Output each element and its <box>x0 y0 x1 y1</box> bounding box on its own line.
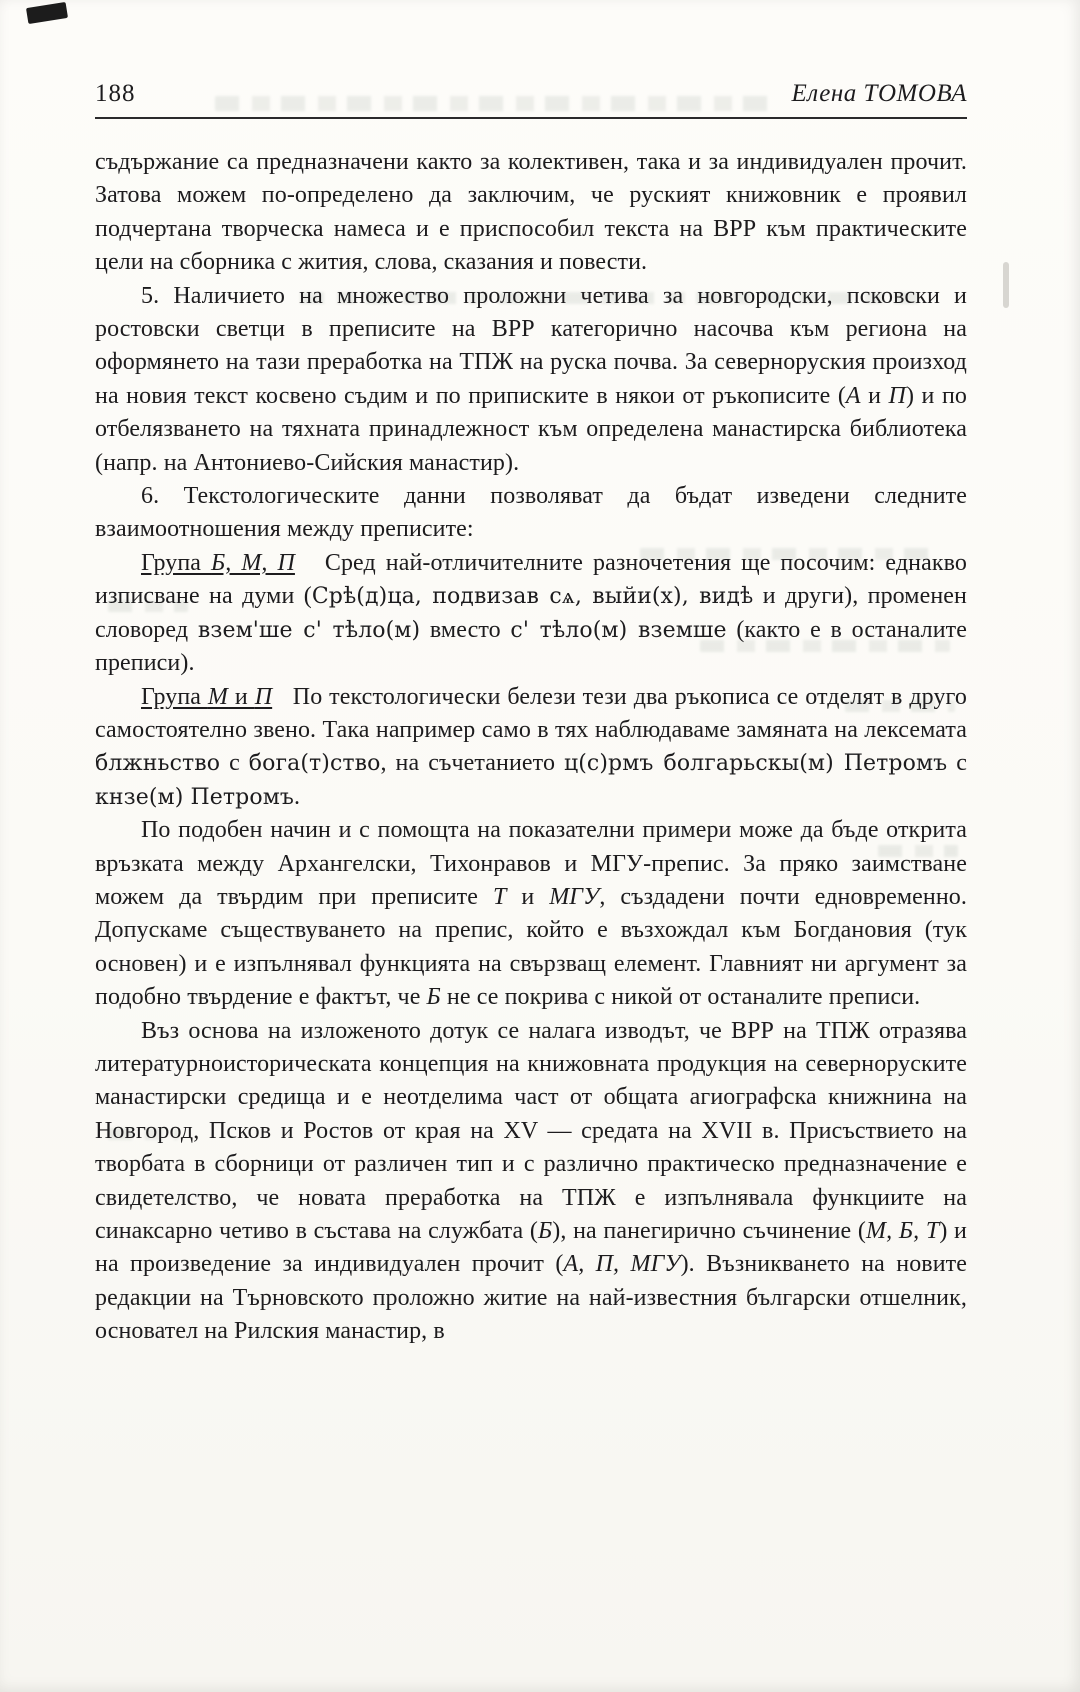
text-run: М, Б, Т <box>866 1218 940 1244</box>
text-run: с <box>947 750 967 777</box>
text-run: вместо <box>420 616 511 643</box>
paragraph <box>95 146 967 280</box>
text-run: 5. Наличието на множество проложни четива за новгородски, псковски и ростовски светци в преписите на ВРР категорично насочва към региона на оформянето на тази преработка на ТПЖ на руска почва. За северноруския произход на новия текст косвено съдим и по приписките в някои от ръкописите ( <box>95 282 967 409</box>
text-run: Б, М, П <box>211 549 295 576</box>
text-run: ), на панегирично съчинение ( <box>552 1218 867 1244</box>
scan-corner-artifact <box>26 2 68 24</box>
text-run: Срѣ(д)ца, подвизав сѧ, выйи(х), видѣ <box>311 584 754 610</box>
text-run: съдържание са предназначени както за колективен, така и за индивидуален прочит. Затова можем по-определено да заключим, че руският книжовник е проявил подчертана творческа намеса и е приспособил текста на ВРР към практическите цели на сборника с жития, слова, сказания и повести. <box>95 149 967 276</box>
text-run: П <box>254 683 273 710</box>
text-run: Т <box>492 883 507 910</box>
text-run: Б <box>426 984 441 1011</box>
text-run: бога(т)ство <box>248 751 381 777</box>
text-run: А <box>845 382 861 409</box>
text-run: кнзе(м) Петромъ <box>95 784 295 810</box>
text-run: блжньство <box>95 751 221 777</box>
text-run: 6. Текстологическите данни позволяват да бъдат изведени следните взаимоотношения между преписите: <box>95 483 967 543</box>
paragraph <box>95 480 967 547</box>
paragraph <box>95 547 967 681</box>
text-run: По подобен начин и с помощта на показателни примери може да бъде открита връзката между Архангелски, Тихонравов и МГУ-препис. За пряко заимстване можем да твърдим при преписите <box>95 817 967 910</box>
text-run: По текстологически белези тези два ръкописа се отделят в друго самостоятелно звено. Така например само в тях наблюдаваме замяната на лексемата <box>95 683 967 743</box>
paragraph <box>95 280 967 480</box>
text-run: Б <box>537 1218 553 1244</box>
text-run: ) и по отбелязването на тяхната принадлежност към определена манастирска библиотека (напр. на Антониево-Сийския манастир). <box>95 382 967 476</box>
page-content <box>95 80 967 1349</box>
text-run: и <box>860 382 889 409</box>
text-run: (както е в останалите преписи). <box>95 616 968 677</box>
text-run: и <box>506 883 550 910</box>
paragraph <box>95 681 967 815</box>
text-run: МГУ <box>549 883 600 910</box>
text-run: П <box>888 382 906 409</box>
text-run: взем'ше с' тѣло(м) <box>197 617 421 643</box>
text-run: , на съчетанието <box>380 750 564 777</box>
paragraph <box>95 814 967 1014</box>
page-header <box>95 80 967 108</box>
text-run: М <box>207 683 229 710</box>
text-run: с <box>220 750 249 777</box>
text-run: ц(с)рмъ болгарьскы(м) Петромъ <box>564 751 948 777</box>
text-run: Група <box>141 549 212 576</box>
text-run: Въз основа на изложеното дотук се налага изводът, че ВРР на ТПЖ отразява литературноисторическата концепция на книжовната продукция на северноруските манастирски средища и е неотделима част от общата агиографска книжнина на Новгород, Псков и Ростов от края на XV — средата на XVII в. Присъствието на творбата в сборници от различен тип и с различно практическо предназначение е свидетелство, че новата преработка на ТПЖ е изпълнявала функциите на синаксарно четиво в състава на службата ( <box>95 1017 967 1244</box>
text-run: Група <box>141 683 208 710</box>
text-run: Сред най-отличителните разночетения ще посочим: еднакво изписване на думи ( <box>95 549 967 610</box>
scan-edge-artifact <box>1003 262 1009 308</box>
text-run: ). Възникването на новите редакции на Търновското проложно житие на най-известния български отшелник, основател на Рилския манастир, в <box>95 1251 968 1345</box>
text-run: А, П, МГУ <box>563 1251 681 1278</box>
header-rule <box>95 117 967 119</box>
paragraph <box>95 1015 967 1349</box>
page-body <box>95 146 967 1349</box>
text-run: ) и на произведение за индивидуален прочит ( <box>95 1218 967 1278</box>
text-run: с' тѣло(м) вземше <box>510 617 727 643</box>
text-run: . <box>294 783 301 810</box>
page-number: 188 <box>95 80 136 107</box>
text-run: и <box>228 683 255 710</box>
text-run: не се покрива с никой от останалите преписи. <box>440 984 921 1011</box>
text-run: , създадени почти едновременно. Допускаме съществуването на препис, който е възхождал към Богдановия (тук основен) и е изпълнявал функцията на свързващ елемент. Главният ни аргумент за подобно твърдение е фактът, че <box>95 883 967 1011</box>
running-head: Елена ТОМОВА <box>791 80 967 107</box>
text-run: и други), променен словоред <box>95 583 967 643</box>
